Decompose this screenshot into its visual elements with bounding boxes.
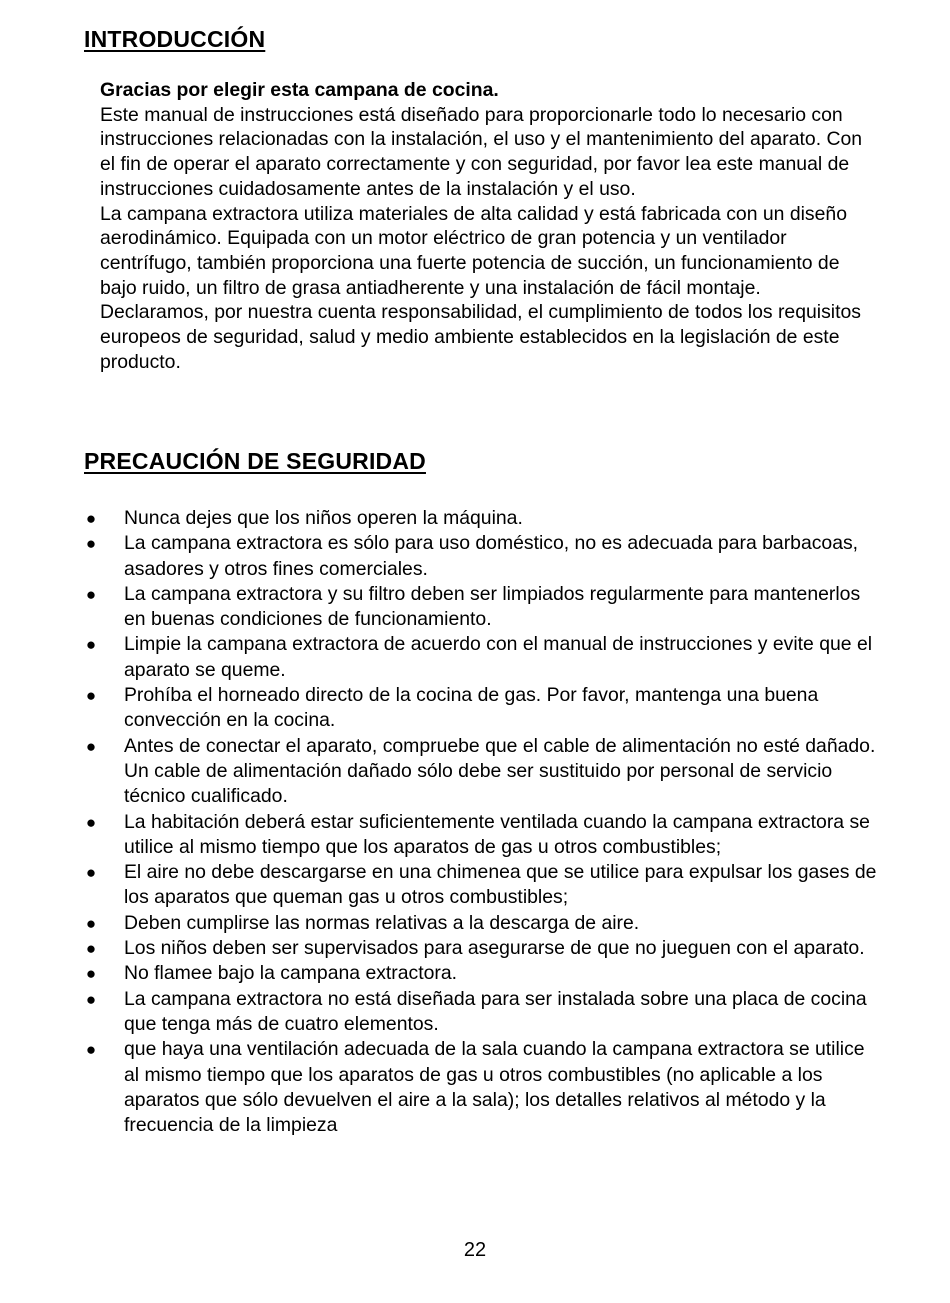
bullet-icon: ● [85,686,97,706]
intro-section [100,78,880,374]
intro-heading: INTRODUCCIÓN [84,26,266,52]
safety-item [84,734,884,810]
safety-item-text: La campana extractora y su filtro deben ser limpiados regularmente para mantenerlos en buenas condiciones de funcionamiento. [124,582,861,631]
safety-item-text: Nunca dejes que los niños operen la máquina. [124,507,523,529]
safety-item-text: El aire no debe descargarse en una chimenea que se utilice para expulsar los gases de los aparatos que queman gas u otros combustibles; [124,861,877,909]
bullet-icon: ● [85,635,97,655]
bullet-icon: ● [85,736,97,756]
intro-paragraph: La campana extractora utiliza materiales de alta calidad y está fabricada con un diseño aerodinámico. Equipada con un motor eléctrico de gran potencia y un ventilador centrífugo, también proporciona una fuerte potencia de succión, un funcionamiento de bajo ruido, un filtro de grasa antiadherente y una instalación de fácil montaje. [100,202,847,299]
safety-item [84,531,884,582]
safety-item-text: No flamee bajo la campana extractora. [124,962,458,985]
safety-item [84,1037,884,1138]
safety-item [84,911,884,936]
safety-item [84,683,884,734]
safety-item-text: Deben cumplirse las normas relativas a la descarga de aire. [124,911,640,934]
bullet-icon: ● [85,1040,97,1060]
bullet-icon: ● [85,939,97,959]
page-number: 22 [463,1239,487,1261]
bullet-icon: ● [85,863,97,883]
safety-item-text: Limpie la campana extractora de acuerdo con el manual de instrucciones y evite que el aparato se queme. [124,633,873,681]
safety-heading: PRECAUCIÓN DE SEGURIDAD [84,448,426,474]
safety-item [84,860,884,911]
safety-item-text: Los niños deben ser supervisados para asegurarse de que no jueguen con el aparato. [124,937,865,960]
safety-item [84,632,884,683]
bullet-icon: ● [85,812,97,832]
safety-item-text: La habitación deberá estar suficientemente ventilada cuando la campana extractora se utilice al mismo tiempo que los aparatos de gas u otros combustibles; [124,810,870,858]
bullet-icon: ● [85,964,97,984]
safety-list [84,506,884,1138]
intro-paragraph: Declaramos, por nuestra cuenta responsabilidad, el cumplimiento de todos los requisitos europeos de seguridad, salud y medio ambiente establecidos en la legislación de este producto. [100,301,861,373]
safety-item [84,810,884,861]
bullet-icon: ● [85,913,97,933]
safety-item [84,961,884,986]
bullet-icon: ● [85,989,97,1009]
bullet-icon: ● [85,584,97,604]
safety-item [84,582,884,633]
safety-item [84,506,884,531]
safety-item-text: Antes de conectar el aparato, compruebe que el cable de alimentación no esté dañado. Un cable de alimentación dañado sólo debe ser sustituido por personal de servicio técnico cualificado. [124,734,876,808]
safety-item-text: La campana extractora no está diseñada para ser instalada sobre una placa de cocina que tenga más de cuatro elementos. [124,987,867,1035]
intro-paragraph: Este manual de instrucciones está diseñado para proporcionarle todo lo necesario con instrucciones relacionadas con la instalación, el uso y el mantenimiento del aparato. Con el fin de operar el aparato correctamente y con seguridad, por favor lea este manual de instrucciones cuidadosamente antes de la instalación y el uso. [100,103,863,200]
intro-lead: Gracias por elegir esta campana de cocina. [100,79,499,101]
safety-item [84,987,884,1038]
safety-item-text: que haya una ventilación adecuada de la sala cuando la campana extractora se utilice al mismo tiempo que los aparatos de gas u otros combustibles (no aplicable a los aparatos que sólo devuelven el aire a la sala); los detalles relativos al método y la frecuencia de la limpieza [124,1038,865,1137]
bullet-icon: ● [85,509,97,528]
safety-item-text: La campana extractora es sólo para uso doméstico, no es adecuada para barbacoas, asadores y otros fines comerciales. [124,532,859,580]
safety-item [84,936,884,961]
safety-item-text: Prohíba el horneado directo de la cocina de gas. Por favor, mantenga una buena convección en la cocina. [124,684,819,732]
bullet-icon: ● [85,534,97,554]
